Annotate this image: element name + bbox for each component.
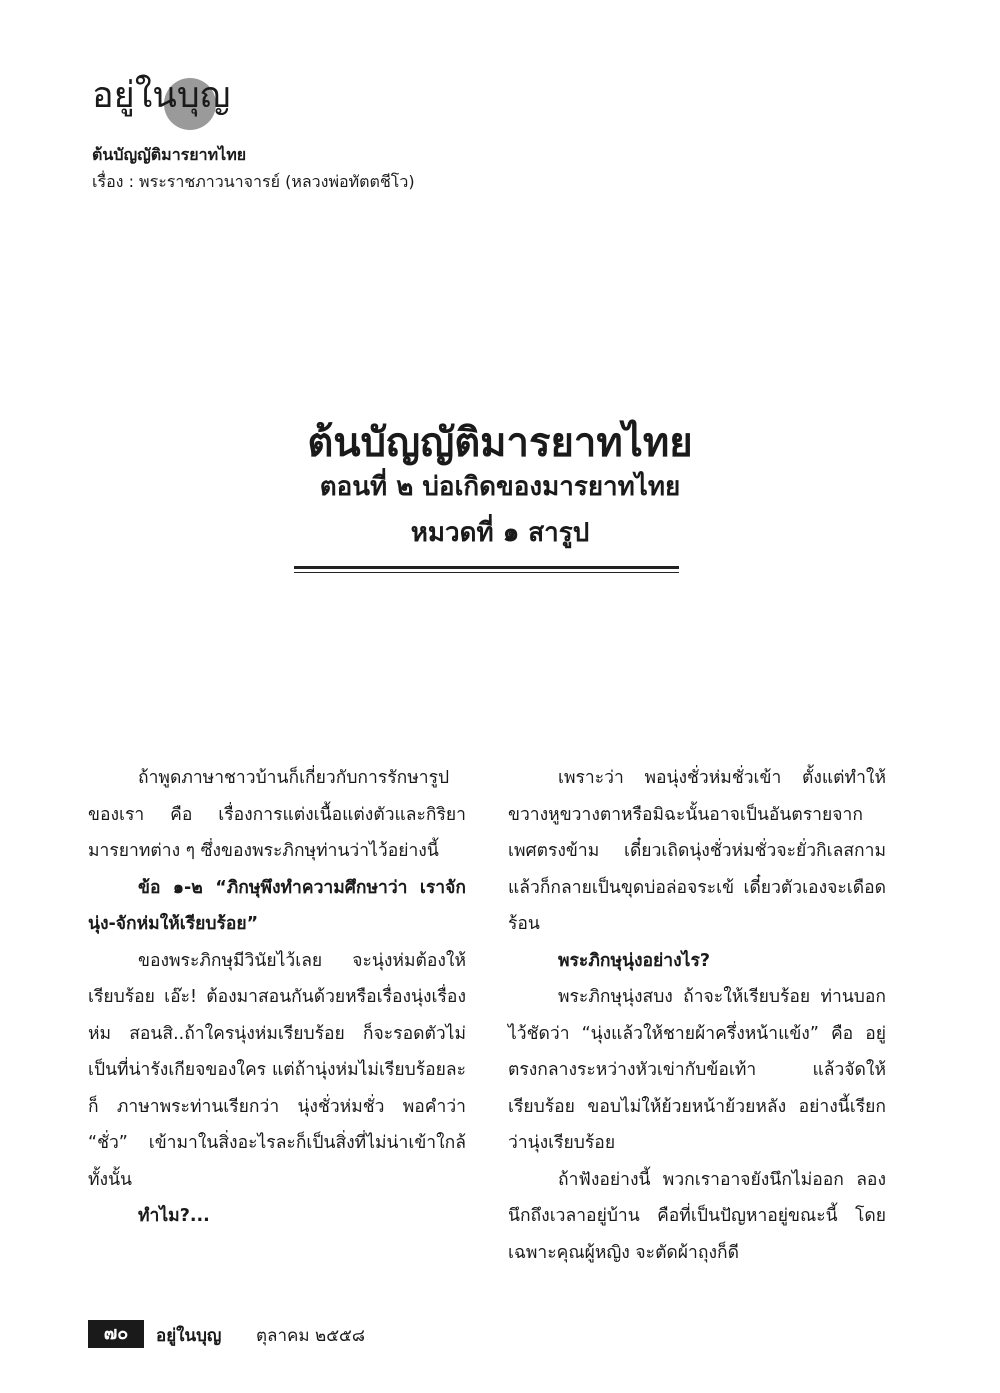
page-number: ๗๐	[88, 1320, 144, 1348]
paragraph: พระภิกษุนุ่งสบง ถ้าจะให้เรียบร้อย ท่านบอกไว้ชัดว่า “นุ่งแล้วให้ชายผ้าครึ่งหน้าแข้ง” คือ อยู่ตรงกลางระหว่างหัวเข่ากับข้อเท้า แล้วจัดให้เรียบร้อย ขอบไม่ให้ย้วยหน้าย้วยหลัง อย่างนี้เรียกว่านุ่งเรียบร้อย	[508, 987, 886, 1153]
author-line: เรื่อง : พระราชภาวนาจารย์ (หลวงพ่อทัตตชีโว)	[92, 172, 415, 191]
logo-text: อยู่ในบุญ	[92, 75, 231, 116]
chapter-subtitle: หมวดที่ ๑ สารูป	[410, 518, 590, 548]
paragraph: ถ้าฟังอย่างนี้ พวกเราอาจยังนึกไม่ออก ลองนึกถึงเวลาอยู่บ้าน คือที่เป็นปัญหาอยู่ขณะนี้ โดยเฉพาะคุณผู้หญิง จะตัดผ้าถุงก็ดี	[508, 1169, 886, 1263]
episode-subtitle: ตอนที่ ๒ บ่อเกิดของมารยาทไทย	[319, 472, 681, 502]
section-title: ต้นบัญญัติมารยาทไทย	[92, 145, 247, 164]
question-heading: ทำไม?...	[138, 1206, 210, 1226]
question-heading: พระภิกษุนุ่งอย่างไร?	[558, 950, 710, 971]
title-rule-thin	[294, 572, 679, 573]
article-title: ต้นบัญญัติมารยาทไทย	[307, 420, 693, 466]
paragraph: เพราะว่า พอนุ่งชั่วห่มชั่วเข้า ตั้งแต่ทำให้ขวางหูขวางตาหรือมิฉะนั้นอาจเป็นอันตรายจากเพศตรงข้าม เดี๋ยวเถิดนุ่งชั่วห่มชั่วจะยั่วกิเลสกาม แล้วก็กลายเป็นขุดบ่อล่อจระเข้ เดี๋ยวตัวเองจะเดือดร้อน	[508, 768, 886, 934]
paragraph: ถ้าพูดภาษาชาวบ้านก็เกี่ยวกับการรักษารูปของเรา คือ เรื่องการแต่งเนื้อแต่งตัวและกิริยามารยาทต่าง ๆ ซึ่งของพระภิกษุท่านว่าไว้อย่างนี้	[88, 768, 466, 861]
title-rule-thick	[294, 566, 679, 569]
paragraph: ของพระภิกษุมีวินัยไว้เลย จะนุ่งห่มต้องให้เรียบร้อย เอ๊ะ! ต้องมาสอนกันด้วยหรือเรื่องนุ่งเรื่องห่ม สอนสิ..ถ้าใครนุ่งห่มเรียบร้อย ก็จะรอดตัวไม่เป็นที่น่ารังเกียจของใคร แต่ถ้านุ่งห่มไม่เรียบร้อยละก็ ภาษาพระท่านเรียกว่า นุ่งชั่วห่มชั่ว พอคำว่า “ชั่ว” เข้ามาในสิ่งอะไรละก็เป็นสิ่งที่ไม่น่าเข้าใกล้ทั้งนั้น	[88, 950, 466, 1190]
left-column	[88, 760, 466, 1235]
magazine-logo	[92, 70, 232, 130]
rule-heading: ข้อ ๑-๒ “ภิกษุพึงทำความศึกษาว่า เราจักนุ่ง-จักห่มให้เรียบร้อย”	[88, 877, 466, 934]
footer-issue-date: ตุลาคม ๒๕๕๘	[256, 1326, 366, 1346]
right-column	[508, 760, 886, 1271]
footer-magazine-name: อยู่ในบุญ	[156, 1326, 222, 1346]
